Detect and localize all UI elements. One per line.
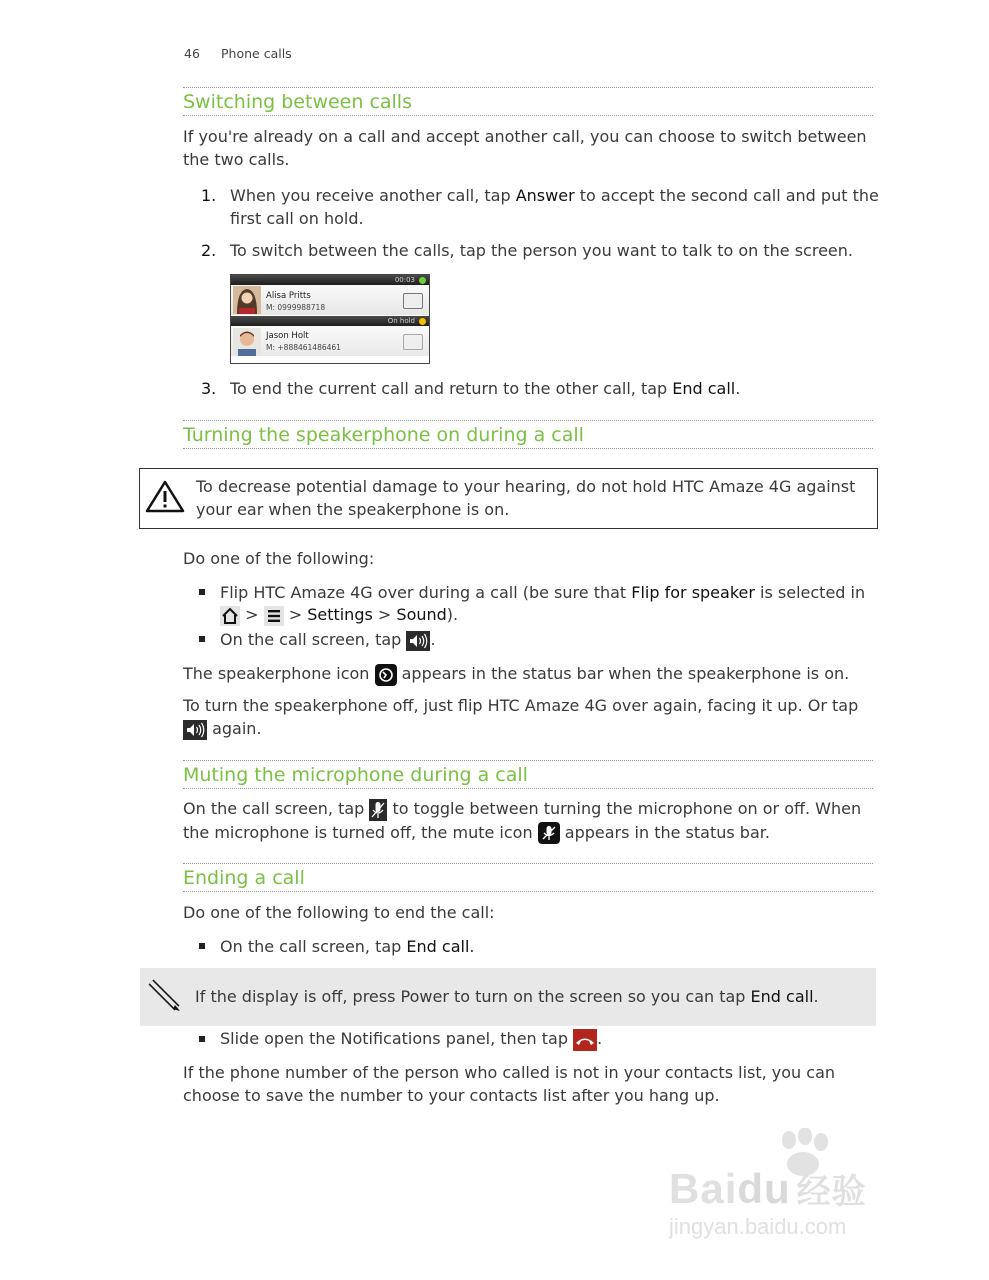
section-title-ending: Ending a call [183, 867, 305, 889]
active-call-bar [231, 275, 429, 285]
step-text: To end the current call and return to the other call, tap End call. [230, 379, 741, 398]
bullet [199, 1036, 205, 1042]
bullet [199, 943, 205, 949]
caller-name: Jason Holt [266, 331, 309, 341]
baidu-watermark [669, 1128, 929, 1248]
call-timer: 00:03 [394, 276, 415, 284]
contact-photo-icon [233, 328, 261, 356]
active-indicator-icon [419, 277, 426, 284]
divider [183, 760, 873, 761]
watermark-cn: 经验 [796, 1173, 867, 1211]
note-text: If the display is off, press Power to turn on the screen so you can tap End call. [195, 987, 819, 1006]
watermark-url: jingyan.baidu.com [669, 1214, 847, 1239]
speakerphone-off-paragraph: To turn the speakerphone off, just flip HTC Amaze 4G over again, facing it up. Or tap again. [183, 696, 859, 738]
bullet-text: On the call screen, tap End call. [220, 937, 475, 956]
menu-icon [264, 606, 284, 626]
section-title-mute: Muting the microphone during a call [183, 764, 528, 786]
divider [183, 420, 873, 421]
divider [183, 891, 873, 892]
mute-mic-icon [369, 799, 387, 821]
warning-icon [145, 479, 185, 513]
bullet-text: Flip HTC Amaze 4G over during a call (be sure that Flip for speaker is selected in [220, 583, 866, 602]
caller-row-active[interactable] [231, 285, 429, 315]
call-switch-screenshot [230, 274, 430, 364]
divider [183, 788, 873, 789]
section-title-switching: Switching between calls [183, 91, 412, 113]
step-number: 3. [201, 379, 217, 398]
speakerphone-status-paragraph: The speakerphone icon appears in the status bar when the speakerphone is on. [183, 662, 873, 686]
hold-bar [231, 316, 429, 326]
bullet [199, 589, 205, 595]
hold-label: On hold [387, 317, 415, 325]
intro-paragraph: If you're already on a call and accept another call, you can choose to switch between the two calls. [183, 127, 867, 169]
end-call-icon [573, 1029, 597, 1051]
contact-card-icon[interactable] [403, 334, 423, 350]
home-icon [220, 606, 240, 626]
caller-row-hold[interactable] [231, 326, 429, 356]
running-header: Phone calls [221, 46, 292, 61]
speaker-icon [183, 720, 207, 740]
contact-photo-icon [233, 286, 261, 314]
speaker-icon [406, 631, 430, 651]
mute-status-icon [538, 822, 560, 844]
caller-name: Alisa Pritts [266, 291, 311, 301]
divider [183, 115, 873, 116]
contact-card-icon[interactable] [403, 293, 423, 309]
mute-paragraph: On the call screen, tap to toggle between turning the microphone on or off. When the microphone is turned off, the mute icon appears in the status bar. [183, 797, 883, 844]
caller-number: M: 0999988718 [266, 303, 326, 312]
outro-paragraph: If the phone number of the person who called is not in your contacts list, you can choose to save the number to your contacts list after you hang up. [183, 1063, 836, 1105]
watermark-brand2: du [737, 1165, 791, 1212]
watermark-brand: Bai [669, 1165, 738, 1212]
divider [183, 863, 873, 864]
bullet-text: On the call screen, tap . [220, 630, 436, 649]
pencil-note-icon [147, 978, 183, 1014]
instruction: Do one of the following to end the call: [183, 903, 495, 922]
bullet [199, 636, 205, 642]
hold-indicator-icon [419, 318, 426, 325]
bullet-text: Slide open the Notifications panel, then tap . [220, 1027, 880, 1051]
divider [183, 87, 873, 88]
warning-text: To decrease potential damage to your hearing, do not hold HTC Amaze 4G against your ear when the speakerphone is on. [196, 477, 856, 519]
bullet-text-cont: > > Settings > Sound). [220, 603, 880, 626]
section-title-speakerphone: Turning the speakerphone on during a call [183, 424, 584, 446]
instruction: Do one of the following: [183, 549, 375, 568]
page-number: 46 [184, 46, 200, 61]
step-number: 2. [201, 241, 217, 260]
step-number: 1. [201, 186, 217, 205]
step-text: To switch between the calls, tap the person you want to talk to on the screen. [230, 241, 853, 260]
speakerphone-status-icon [375, 664, 397, 686]
step-text: When you receive another call, tap Answer to accept the second call and put the first call on hold. [230, 186, 879, 228]
caller-number: M: +888461486461 [266, 343, 341, 352]
divider [183, 448, 873, 449]
